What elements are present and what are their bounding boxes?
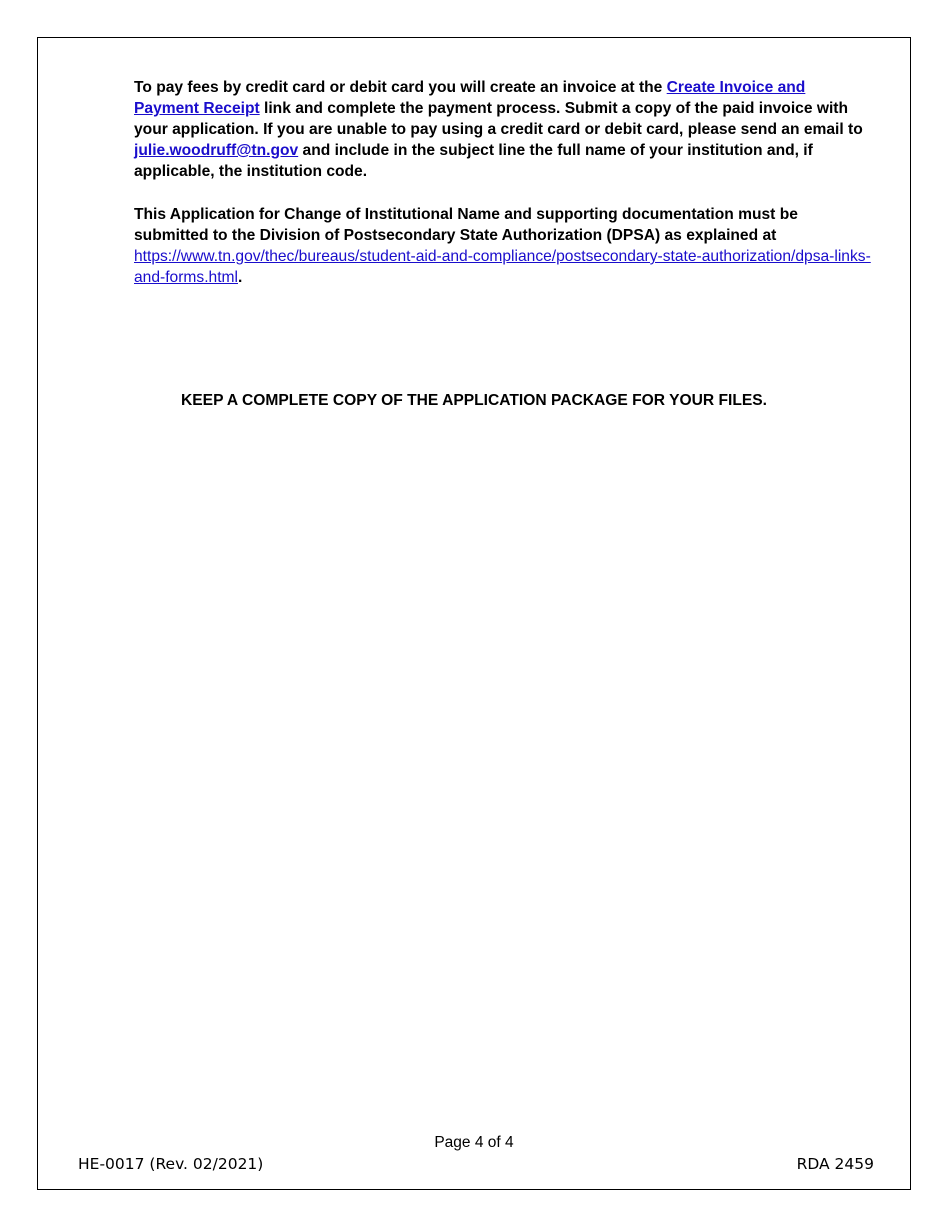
- fees-text-1: To pay fees by credit card or debit card you will create an invoice at the: [134, 79, 667, 96]
- email-link[interactable]: julie.woodruff@tn.gov: [134, 142, 299, 159]
- submission-text-2: .: [238, 269, 243, 286]
- keep-copy-note: KEEP A COMPLETE COPY OF THE APPLICATION PACKAGE FOR YOUR FILES.: [181, 392, 767, 409]
- fees-text-2: link and complete the payment process. Submit a copy of the paid invoice with your application. If you are unable to pay using a credit card or debit card, please send an email to: [134, 100, 863, 138]
- rda-code: RDA 2459: [796, 1155, 874, 1173]
- create-invoice-link[interactable]: Create Invoice and Payment Receipt: [134, 79, 806, 117]
- submission-text-1: This Application for Change of Institutional Name and supporting documentation must be submitted to the Division of Postsecondary State Authorization (DPSA) as explained at: [134, 206, 798, 244]
- dpsa-forms-link[interactable]: https://www.tn.gov/thec/bureaus/student-aid-and-compliance/postsecondary-state-authorization/dpsa-links-and-forms.html: [134, 248, 871, 286]
- fees-paragraph: [134, 77, 874, 182]
- fees-text-3: and include in the subject line the full name of your institution and, if applicable, the institution code.: [134, 142, 813, 180]
- page-number: Page 4 of 4: [434, 1134, 514, 1151]
- submission-paragraph: [134, 204, 874, 288]
- form-code: HE-0017 (Rev. 02/2021): [78, 1155, 264, 1173]
